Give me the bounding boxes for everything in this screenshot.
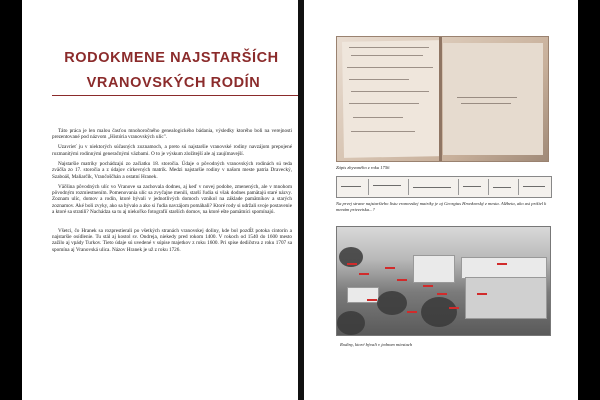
red-label: [497, 263, 507, 265]
script-line: [461, 103, 511, 104]
strip-scribble: [413, 187, 451, 188]
strip-scribble: [463, 186, 481, 187]
strip-divider: [367, 179, 369, 195]
page-title-line-2: VRANOVSKÝCH RODÍN: [86, 75, 261, 91]
building: [413, 255, 455, 283]
red-label: [385, 267, 395, 269]
red-label: [397, 279, 407, 281]
body-text: [52, 128, 292, 257]
photo-caption-2: Na prvej strane najstaršieho listu vranovskej matriky je aj Georgius Hronkovský z mesta. Alžbeta, ako asi prišiel k menám priezviska...?: [336, 201, 547, 212]
strip-divider: [407, 179, 409, 195]
script-line: [349, 47, 429, 48]
red-label: [449, 307, 459, 309]
manuscript-photo: [336, 36, 549, 162]
aerial-town-photo: [336, 226, 551, 336]
script-line: [457, 97, 517, 98]
script-line: [351, 55, 423, 56]
paragraph-1: Táto práca je len malou časťou mnohoročného genealogického bádania, výsledky ktorého boli na verejnosti prezentované pod názvom „História vranovských ulíc".: [52, 128, 292, 141]
red-label: [367, 299, 377, 301]
strip-divider: [457, 179, 459, 195]
script-line: [353, 117, 403, 118]
register-strip: [336, 176, 552, 198]
strip-scribble: [341, 186, 361, 187]
page-title-line-1: RODOKMENE NAJSTARŠÍCH: [64, 50, 279, 66]
red-label: [359, 273, 369, 275]
title-box: [52, 40, 298, 96]
right-page: [304, 0, 578, 400]
strip-scribble: [373, 185, 401, 186]
paragraph-4: Väčšina pôvodných ulíc vo Vranove sa zachovala dodnes, aj keď v novej podobe, zmenených, ale v mnohom pôvodným rozmiestnením. Pomenovania ulíc sa zvyčajne menili, starší ľudia si však dodnes pamätajú staré názvy. Zoznam ulíc, domov a rodín, ktoré bývali v jednotlivých domoch vznikol na základe pamätníkov a starých zoznamov. Aké boli zvyky, ako sa bývalo a ako si ľudia navzájom pomáhali? Ktoré rody si udržali svoje postavenie a ktoré sa stratili? Nachádza sa tu aj niekoľko fotografií starších domov, na ktoré ešte pamätníci spomínajú.: [52, 183, 292, 216]
script-line: [347, 67, 433, 68]
photo-caption-3: Rodiny, ktoré bývali v jednom miestach: [340, 342, 413, 347]
paragraph-3: Najstaršie matriky pochádzajú zo začiatku 18. storočia. Údaje o pôvodných vranovských rodinách sú teda zväčša zo 17. storočia a z údajov cirkevných matrík. Medzi najstaršie rodiny v našom meste patria Dravecký, Szaboáš, Maliarčík, Vrančoščhán a ostatní Hranek.: [52, 160, 292, 180]
paragraph-2: Uzavrieť ju v niektorých súčasných zoznamoch, a preto sú najstaršie vranovské rodiny navzájom prepojené rozmanitými rodinnými generačnými väzbami. O to je výskum zložitejší ale aj zaujímavejší.: [52, 144, 292, 157]
script-line: [351, 91, 429, 92]
red-label: [423, 285, 433, 287]
strip-divider: [517, 179, 519, 195]
strip-scribble: [493, 187, 511, 188]
script-line: [351, 131, 415, 132]
manuscript-left-sheet: [342, 40, 442, 158]
paragraph-5: Všetci, čo Hranek sa rozprestierali po všetkých stranách vranovskej doliny, kde bol pozdĺž potoka cintorín a najstaršie osídlenie. Tu stál aj kostol sv. Ondreja, niekedy pred rokom 1400. V rokoch od 1540 do 1600 mesto zažilo aj vpády Turkov. Tieto údaje sú uvedené v súpise majetkov z roku 1600. Pri spise dedičstva z roku 1707 sa spomína aj Vranovská ulica. Názov Hranek je už z roku 1726.: [52, 227, 292, 253]
red-label: [437, 293, 447, 295]
left-page: [22, 0, 298, 400]
red-label: [407, 311, 417, 313]
strip-divider: [487, 179, 489, 195]
script-line: [349, 103, 419, 104]
red-label: [347, 263, 357, 265]
photo-caption-1: Zápis zbyvaného z roku 1756: [336, 165, 390, 170]
tree: [377, 291, 407, 315]
manuscript-right-sheet: [443, 43, 543, 155]
strip-scribble: [523, 186, 545, 187]
building: [465, 277, 547, 319]
red-label: [477, 293, 487, 295]
tree: [421, 297, 457, 327]
manuscript-fold: [439, 37, 442, 161]
building: [461, 257, 547, 279]
script-line: [349, 79, 409, 80]
tree: [337, 311, 365, 335]
